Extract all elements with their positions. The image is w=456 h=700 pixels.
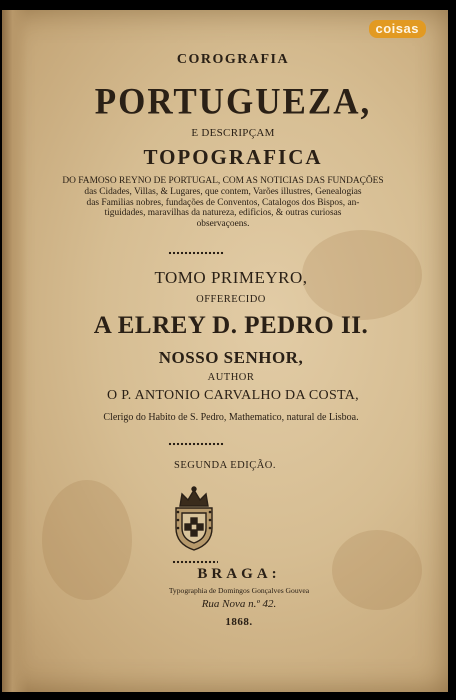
- ornament-divider: [168, 442, 224, 448]
- lord-label: NOSSO SENHOR,: [158, 348, 304, 367]
- edition-label: SEGUNDA EDIÇÃO.: [174, 460, 276, 471]
- description-line: das Cidades, Villas, & Lugares, que contem, Varões illustres, Genealogias: [84, 186, 362, 197]
- description-paragraph: [32, 176, 414, 230]
- title-line-descripcam: E DESCRIPÇAM: [191, 127, 275, 139]
- title-line-corografia: COROGRAFIA: [176, 52, 290, 67]
- imprint-city: BRAGA:: [197, 566, 281, 582]
- offered-label: OFFERECIDO: [196, 294, 266, 305]
- dedicatee-name: A ELREY D. PEDRO II.: [93, 312, 369, 339]
- imprint-year: 1868.: [225, 616, 253, 628]
- description-line: observaçoens.: [196, 219, 250, 230]
- title-line-portugueza: PORTUGUEZA,: [94, 81, 372, 122]
- description-line: das Familias nobres, fundações de Conventos, Catalogos dos Bispos, an-: [86, 197, 360, 208]
- description-line: DO FAMOSO REYNO DE PORTUGAL, COM AS NOTICIAS DAS FUNDAÇÕES: [62, 176, 384, 186]
- author-name: O P. ANTONIO CARVALHO DA COSTA,: [107, 388, 359, 403]
- ornament-divider: [168, 251, 224, 257]
- imprint-printer: Typographia de Domingos Gonçalves Gouvea: [168, 586, 310, 595]
- watermark-logo: coisas: [369, 20, 426, 38]
- description-line: tiguidades, maravilhas da natureza, edificios, & outras curiosas: [104, 208, 342, 219]
- title-line-topografica: TOPOGRAFICA: [143, 145, 323, 169]
- imprint-address: Rua Nova n.º 42.: [201, 598, 277, 610]
- volume-label: TOMO PRIMEYRO,: [154, 268, 308, 287]
- title-page: [2, 10, 448, 692]
- author-label: AUTHOR: [207, 372, 255, 383]
- royal-coat-of-arms-icon: [166, 484, 222, 554]
- author-title: Clerigo do Habito de S. Pedro, Mathematico, natural de Lisboa.: [103, 412, 359, 423]
